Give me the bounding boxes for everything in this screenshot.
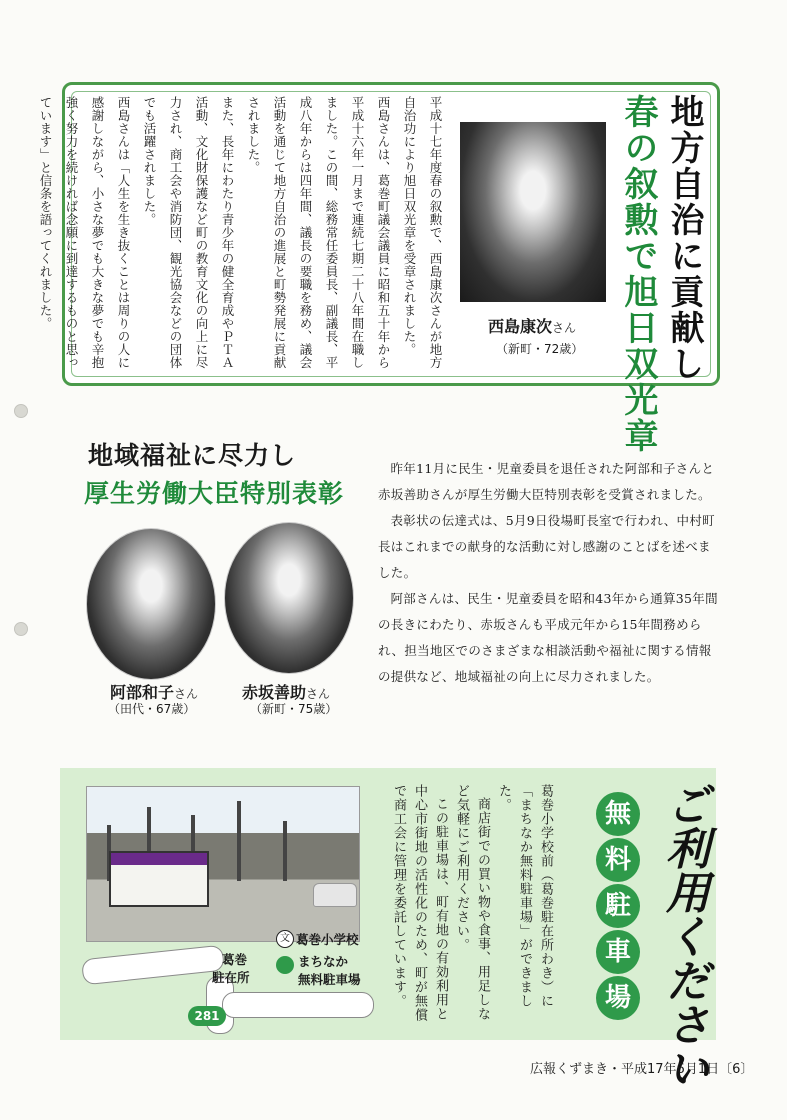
free-parking-badge — [596, 792, 642, 1022]
binder-hole — [14, 404, 28, 418]
parking-map — [86, 926, 361, 1030]
parked-car — [313, 883, 357, 907]
portrait-nishijima — [460, 122, 606, 302]
parking-title: ご利用ください — [658, 782, 709, 1090]
badge-char: 料 — [596, 838, 640, 882]
badge-char: 車 — [596, 930, 640, 974]
school-icon: 文 — [276, 930, 294, 948]
person-name: 赤坂善助さん — [242, 683, 331, 702]
body-paragraph: 西島さんは、葛巻町議会議員に昭和五十年から平成十六年一月まで連続七期二十八年間在職しました。この間、総務常任委員長、副議長、平成八年からは四年間、議長の要職を務め、議会活動を通じて地方自治の進展と町勢発展に貢献されました。 — [246, 96, 391, 369]
body-paragraph: この駐車場は、町有地の有効利用と中心市街地の活性化のため、町が無償で商工会に管理を委託しています。 — [391, 784, 448, 1022]
binder-hole — [14, 622, 28, 636]
person-detail: （新町・75歳） — [250, 702, 338, 716]
map-road — [81, 945, 225, 986]
body-paragraph: 阿部さんは、民生・児童委員を昭和43年から通算35年間の長きにわたり、赤坂さんも平成元年から15年間務められ、担当地区でのさまざまな相談活動や福祉に関する情報の提供など、地域福祉の向上に尽力されました。 — [378, 591, 718, 684]
parking-location-marker — [276, 956, 294, 974]
route-281-badge: 281 — [188, 1006, 226, 1026]
welfare-title: 地域福祉に尽力し — [88, 441, 297, 470]
person-name: 西島康次さん — [488, 317, 577, 336]
person-detail: （田代・67歳） — [108, 702, 196, 716]
portrait-abe — [86, 528, 216, 680]
map-label-police: 葛巻 — [222, 952, 248, 967]
badge-char: 駐 — [596, 884, 640, 928]
parking-body — [388, 784, 556, 1034]
map-label-police: 駐在所 — [212, 970, 250, 985]
body-paragraph: 平成十七年度春の叙勲で、西島康次さんが地方自治功により旭日双光章を受章されました。 — [402, 96, 443, 369]
body-paragraph: 昨年11月に民生・児童委員を退任された阿部和子さんと赤坂善助さんが厚生労働大臣特別表彰を受賞されました。 — [378, 461, 715, 502]
body-paragraph: 西島さんは「人生を生き抜くことは周りの人に感謝しながら、小さな夢でも大きな夢でも辛抱強く努力を続ければ念願に到達するものと思っています」と信条を語ってくれました。 — [38, 96, 131, 369]
page-footer: 広報くずまき・平成17年6月1日〔6〕 — [530, 1062, 754, 1077]
map-label-school: 葛巻小学校 — [296, 932, 359, 947]
badge-char: 無 — [596, 792, 640, 836]
welfare-article-body — [378, 456, 720, 690]
body-paragraph: 表彰状の伝達式は、5月9日役場町長室で行われ、中村町長はこれまでの献身的な活動に対し感謝のことばを述べました。 — [378, 513, 715, 580]
person-name: 阿部和子さん — [110, 683, 199, 702]
body-paragraph: また、長年にわたり青少年の健全育成やＰＴＡ活動、文化財保護など町の教育文化の向上に尽力され、商工会や消防団、観光協会などの団体でも活躍されました。 — [142, 96, 235, 369]
map-road — [222, 992, 374, 1018]
map-label-lot: 無料駐車場 — [298, 972, 361, 987]
body-paragraph: 商店街での買い物や食事、用足しなど気軽にご利用ください。 — [454, 784, 490, 1021]
parking-sign — [109, 851, 209, 907]
map-label-lot: まちなか — [298, 954, 349, 969]
award-title-main: 春の叙勲で旭日双光章 — [618, 94, 658, 454]
body-paragraph: 葛巻小学校前（葛巻駐在所わき）に「まちなか無料駐車場」ができました。 — [496, 784, 553, 1008]
award-article-body — [38, 96, 448, 370]
welfare-subtitle: 厚生労働大臣特別表彰 — [84, 479, 345, 508]
award-title-sub: 地方自治に貢献し — [664, 94, 704, 382]
parking-lot-photo — [86, 786, 360, 942]
person-detail: （新町・72歳） — [496, 342, 584, 356]
portrait-akasaka — [224, 522, 354, 674]
badge-char: 場 — [596, 976, 640, 1020]
